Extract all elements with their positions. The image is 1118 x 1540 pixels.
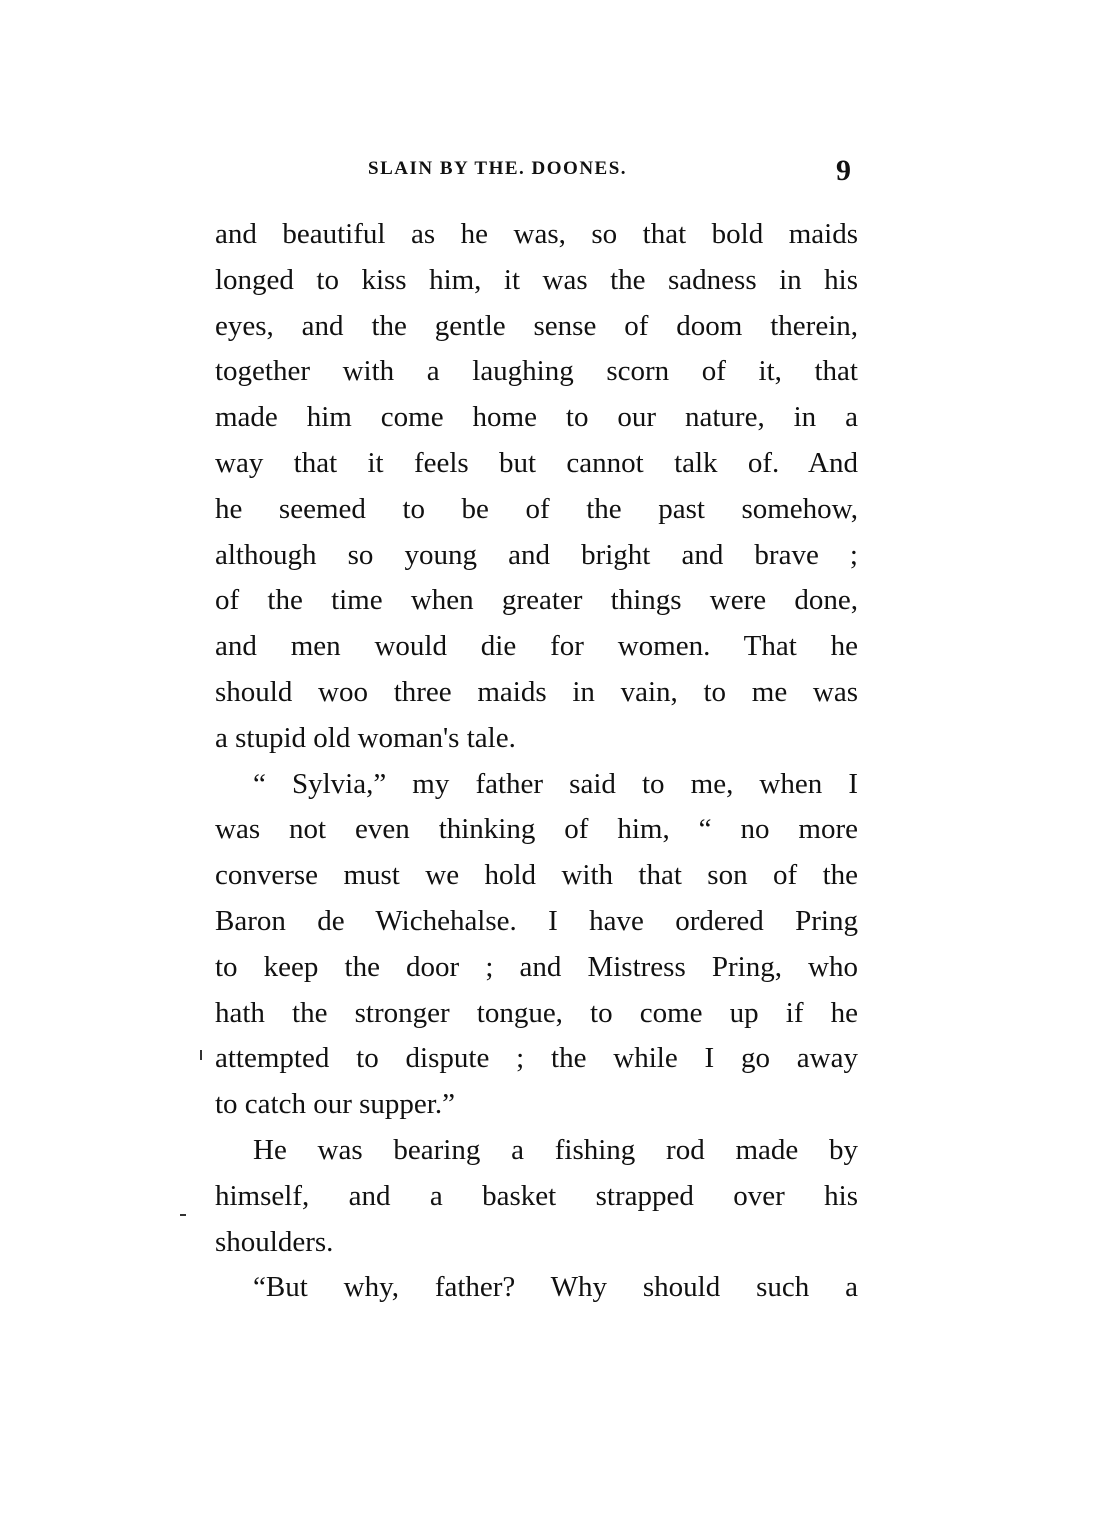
text-line: converse must we hold with that son of the — [215, 859, 858, 892]
text-line: eyes, and the gentle sense of doom therein, — [215, 309, 858, 342]
text-line: attempted to dispute ; the while I go away — [215, 1042, 858, 1075]
text-line: although so young and bright and brave ; — [215, 538, 858, 571]
text-line: He was bearing a fishing rod made by — [253, 1133, 858, 1166]
page-number: 9 — [836, 154, 851, 187]
text-line: he seemed to be of the past somehow, — [215, 492, 858, 525]
text-line: together with a laughing scorn of it, that — [215, 355, 858, 388]
text-line: and beautiful as he was, so that bold maids — [215, 218, 858, 250]
text-line: of the time when greater things were done, — [215, 584, 858, 617]
text-line: to catch our supper.” — [215, 1088, 455, 1121]
text-line: himself, and a basket strapped over his — [215, 1179, 858, 1212]
text-line: and men would die for women. That he — [215, 630, 858, 663]
margin-speck — [180, 1214, 186, 1216]
text-line: made him come home to our nature, in a — [215, 401, 858, 434]
text-line: “But why, father? Why should such a — [253, 1271, 858, 1304]
body-text — [215, 212, 858, 1311]
running-title: SLAIN BY THE. DOONES. — [368, 158, 628, 179]
text-line: was not even thinking of him, “ no more — [215, 813, 858, 846]
text-line: longed to kiss him, it was the sadness in his — [215, 263, 858, 296]
text-line: way that it feels but cannot talk of. And — [215, 446, 858, 479]
text-line: “ Sylvia,” my father said to me, when I — [253, 767, 858, 800]
text-line: Baron de Wichehalse. I have ordered Pring — [215, 904, 858, 937]
text-line: shoulders. — [215, 1225, 334, 1258]
text-line: hath the stronger tongue, to come up if he — [215, 996, 858, 1029]
text-line: to keep the door ; and Mistress Pring, who — [215, 950, 858, 983]
margin-speck — [200, 1050, 202, 1060]
text-line: a stupid old woman's tale. — [215, 721, 516, 754]
text-line: should woo three maids in vain, to me was — [215, 675, 858, 708]
